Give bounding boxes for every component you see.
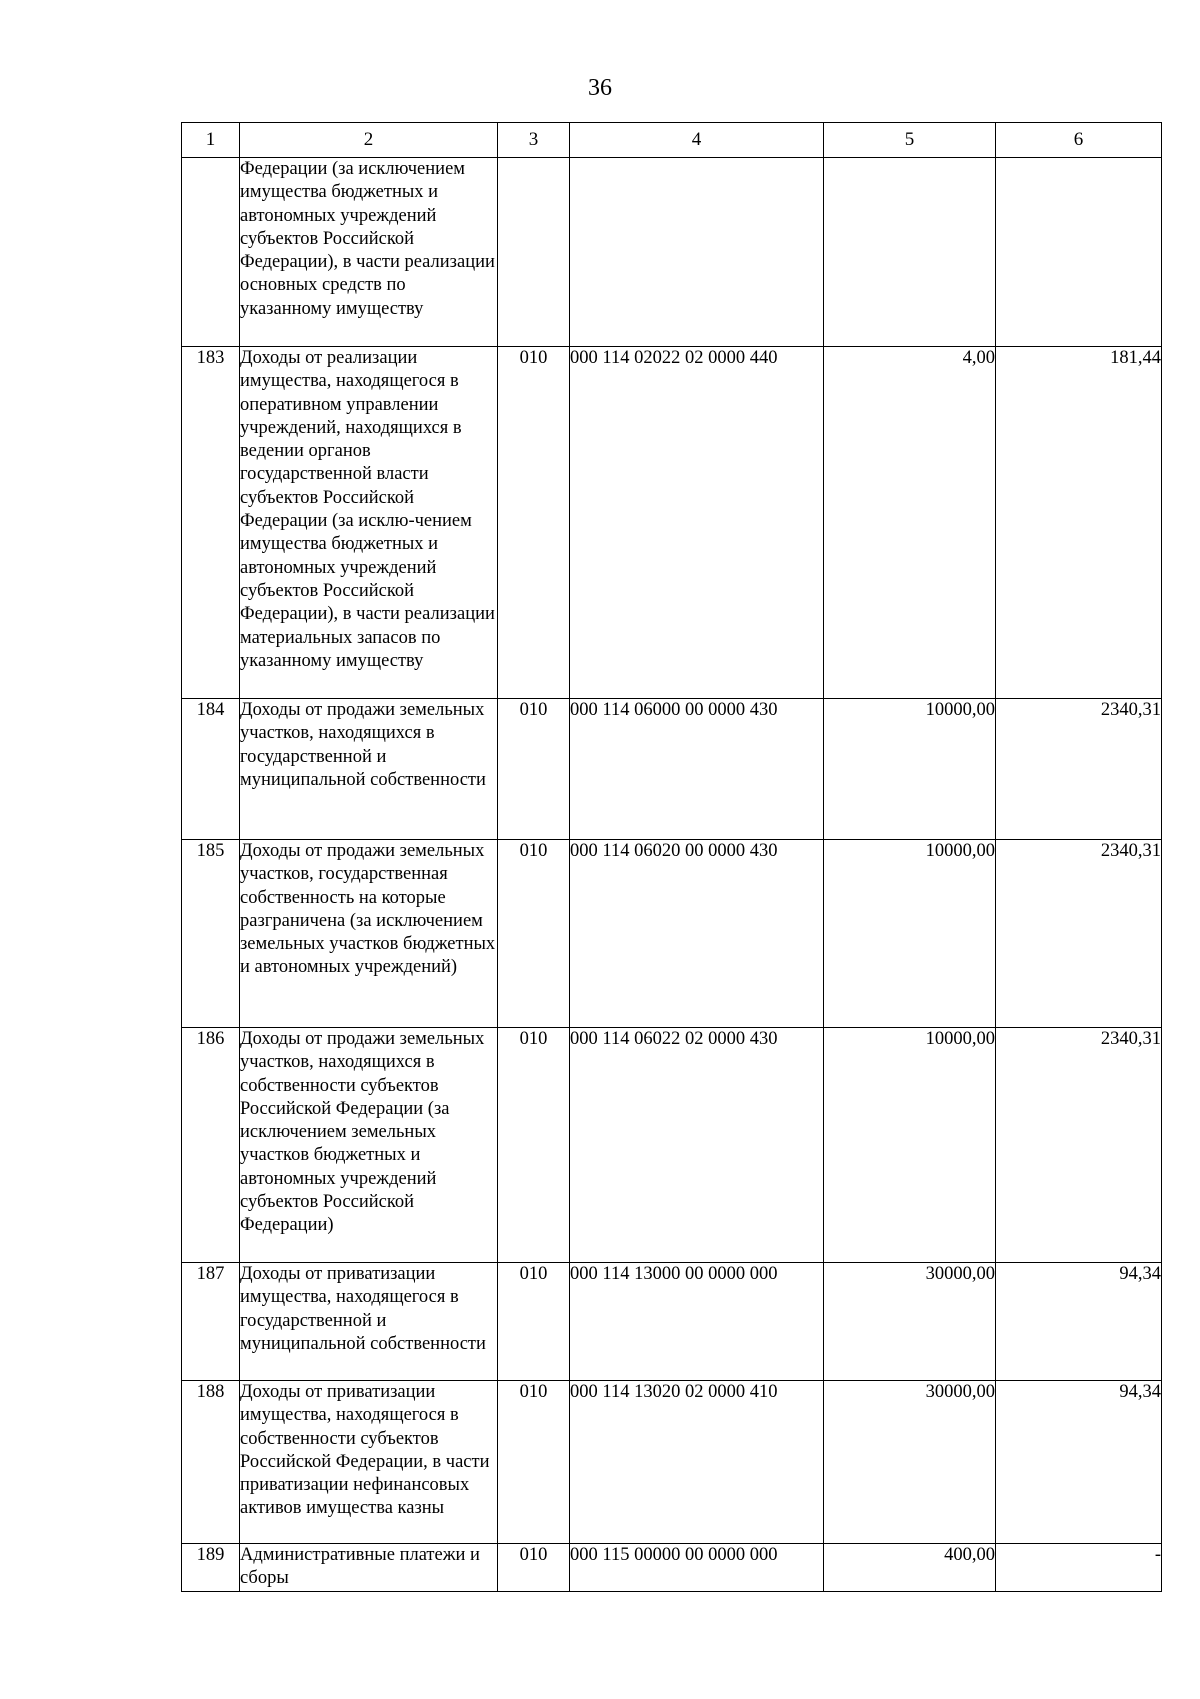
column-header: 6 (996, 123, 1162, 158)
budget-classification-code (570, 158, 824, 347)
planned-amount: 4,00 (824, 347, 996, 699)
revenue-name: Доходы от реализации имущества, находящегося в оперативном управлении учреждений, находящихся в ведении органов государственной власти субъектов Российской Федерации (за исклю-чением имущества бюджетных и автономных учреждений субъектов Российской Федерации), в части реализации материальных запасов по указанному имуществу (240, 347, 498, 699)
row-number: 189 (182, 1544, 240, 1592)
planned-amount: 10000,00 (824, 699, 996, 840)
row-number: 185 (182, 840, 240, 1028)
table-row (182, 1263, 1162, 1381)
actual-amount: - (996, 1544, 1162, 1592)
revenue-name: Доходы от продажи земельных участков, находящихся в государственной и муниципальной собственности (240, 699, 498, 840)
row-number (182, 158, 240, 347)
revenue-name: Доходы от приватизации имущества, находящегося в собственности субъектов Российской Федерации, в части приватизации нефинансовых активов имущества казны (240, 1381, 498, 1544)
table-row (182, 699, 1162, 840)
table-header-row (182, 123, 1162, 158)
admin-code: 010 (498, 1028, 570, 1263)
budget-classification-code: 000 114 02022 02 0000 440 (570, 347, 824, 699)
actual-amount (996, 158, 1162, 347)
admin-code: 010 (498, 1381, 570, 1544)
column-header: 1 (182, 123, 240, 158)
column-header: 5 (824, 123, 996, 158)
budget-classification-code: 000 114 06020 00 0000 430 (570, 840, 824, 1028)
table-row (182, 1028, 1162, 1263)
planned-amount: 10000,00 (824, 1028, 996, 1263)
column-header: 4 (570, 123, 824, 158)
admin-code: 010 (498, 1263, 570, 1381)
budget-classification-code: 000 114 13000 00 0000 000 (570, 1263, 824, 1381)
page-number: 36 (588, 75, 612, 101)
row-number: 186 (182, 1028, 240, 1263)
revenue-name: Доходы от приватизации имущества, находящегося в государственной и муниципальной собственности (240, 1263, 498, 1381)
column-header: 2 (240, 123, 498, 158)
revenue-name: Административные платежи и сборы (240, 1544, 498, 1592)
row-number: 188 (182, 1381, 240, 1544)
actual-amount: 181,44 (996, 347, 1162, 699)
table-row (182, 840, 1162, 1028)
budget-classification-code: 000 114 06000 00 0000 430 (570, 699, 824, 840)
revenue-table (181, 122, 1162, 1592)
admin-code: 010 (498, 347, 570, 699)
planned-amount: 400,00 (824, 1544, 996, 1592)
actual-amount: 2340,31 (996, 840, 1162, 1028)
revenue-name: Доходы от продажи земельных участков, государственная собственность на которые разграничена (за исключением земельных участков бюджетных и автономных учреждений) (240, 840, 498, 1028)
planned-amount (824, 158, 996, 347)
actual-amount: 2340,31 (996, 699, 1162, 840)
revenue-name: Федерации (за исключением имущества бюджетных и автономных учреждений субъектов Российской Федерации), в части реализации основных средств по указанному имуществу (240, 158, 498, 347)
revenue-name: Доходы от продажи земельных участков, находящихся в собственности субъектов Российской Федерации (за исключением земельных участков бюджетных и автономных учреждений субъектов Российской Федерации) (240, 1028, 498, 1263)
admin-code: 010 (498, 1544, 570, 1592)
column-header: 3 (498, 123, 570, 158)
table-row (182, 1381, 1162, 1544)
budget-classification-code: 000 115 00000 00 0000 000 (570, 1544, 824, 1592)
actual-amount: 94,34 (996, 1263, 1162, 1381)
admin-code: 010 (498, 840, 570, 1028)
admin-code (498, 158, 570, 347)
planned-amount: 10000,00 (824, 840, 996, 1028)
table-row (182, 1544, 1162, 1592)
admin-code: 010 (498, 699, 570, 840)
row-number: 184 (182, 699, 240, 840)
row-number: 187 (182, 1263, 240, 1381)
planned-amount: 30000,00 (824, 1263, 996, 1381)
table-row (182, 347, 1162, 699)
actual-amount: 2340,31 (996, 1028, 1162, 1263)
row-number: 183 (182, 347, 240, 699)
planned-amount: 30000,00 (824, 1381, 996, 1544)
budget-classification-code: 000 114 06022 02 0000 430 (570, 1028, 824, 1263)
table-row (182, 158, 1162, 347)
actual-amount: 94,34 (996, 1381, 1162, 1544)
budget-classification-code: 000 114 13020 02 0000 410 (570, 1381, 824, 1544)
